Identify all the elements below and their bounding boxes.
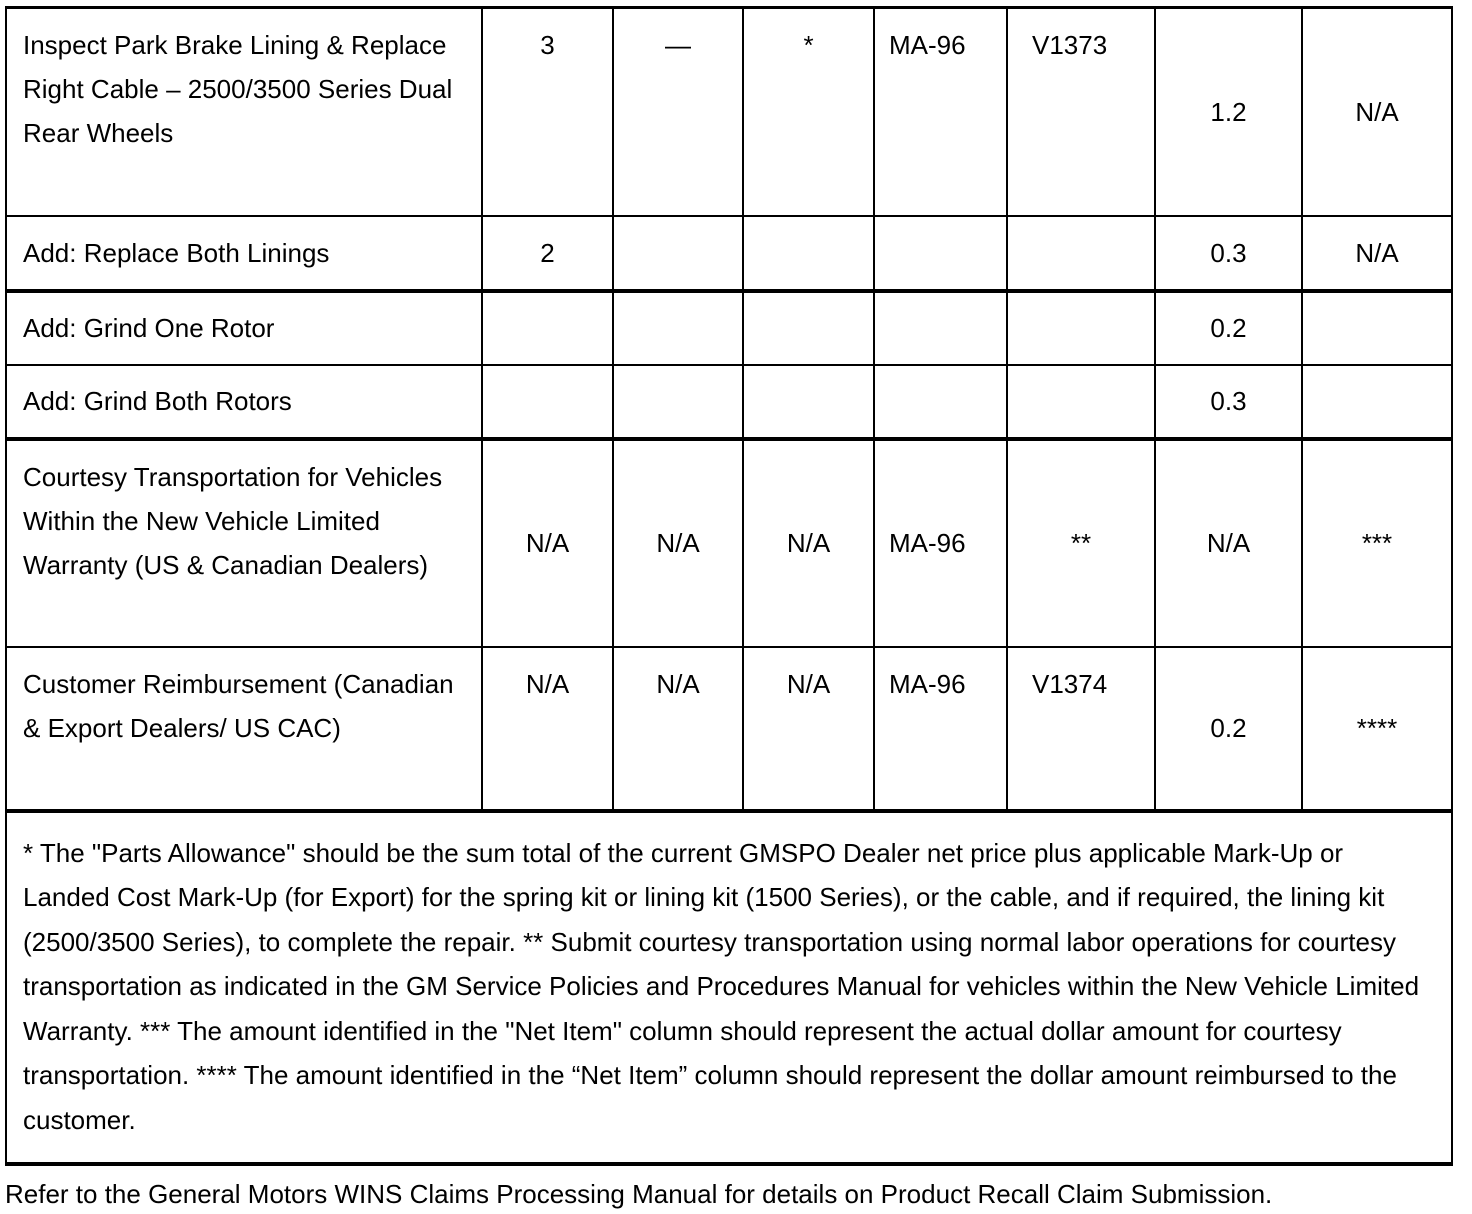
cell-c4: MA-96 — [874, 439, 1007, 647]
cell-c2: N/A — [613, 439, 743, 647]
cell-c4 — [874, 291, 1007, 365]
cell-c5 — [1007, 216, 1155, 291]
cell-c6: 0.3 — [1155, 216, 1302, 291]
cell-c1: 3 — [482, 8, 613, 216]
cell-c5: ** — [1007, 439, 1155, 647]
cell-c7: N/A — [1302, 8, 1452, 216]
cell-c1: 2 — [482, 216, 613, 291]
cell-c4: MA-96 — [874, 8, 1007, 216]
cell-c1: N/A — [482, 647, 613, 811]
table-row — [6, 365, 1452, 439]
notes-row — [6, 811, 1452, 1165]
cell-c3 — [743, 291, 874, 365]
table-row — [6, 8, 1452, 216]
cell-c1 — [482, 365, 613, 439]
table-row — [6, 291, 1452, 365]
cell-c5: V1373 — [1007, 8, 1155, 216]
cell-c5 — [1007, 291, 1155, 365]
claim-submission-note: Refer to the General Motors WINS Claims Processing Manual for details on Product Recall Claim Submission. — [5, 1179, 1273, 1209]
cell-c7: *** — [1302, 439, 1452, 647]
table-row — [6, 647, 1452, 811]
cell-c3: * — [743, 8, 874, 216]
cell-c1: N/A — [482, 439, 613, 647]
table-row — [6, 216, 1452, 291]
cell-c6: 0.2 — [1155, 291, 1302, 365]
cell-c7 — [1302, 291, 1452, 365]
cell-c1 — [482, 291, 613, 365]
cell-c6: 0.2 — [1155, 647, 1302, 811]
cell-c2 — [613, 216, 743, 291]
cell-c3: N/A — [743, 439, 874, 647]
row-description: Add: Replace Both Linings — [6, 216, 482, 291]
labor-operations-table — [5, 6, 1453, 1166]
table-row — [6, 439, 1452, 647]
row-description: Inspect Park Brake Lining & Replace Right Cable – 2500/3500 Series Dual Rear Wheels — [6, 8, 482, 216]
cell-c2 — [613, 291, 743, 365]
cell-c2 — [613, 365, 743, 439]
row-description: Courtesy Transportation for Vehicles Within the New Vehicle Limited Warranty (US & Canadian Dealers) — [6, 439, 482, 647]
cell-c7 — [1302, 365, 1452, 439]
cell-c5 — [1007, 365, 1155, 439]
cell-c4: MA-96 — [874, 647, 1007, 811]
cell-c4 — [874, 365, 1007, 439]
cell-c2: N/A — [613, 647, 743, 811]
cell-c6: 1.2 — [1155, 8, 1302, 216]
cell-c5: V1374 — [1007, 647, 1155, 811]
cell-c2: — — [613, 8, 743, 216]
cell-c6: 0.3 — [1155, 365, 1302, 439]
cell-c4 — [874, 216, 1007, 291]
cell-c3 — [743, 365, 874, 439]
footnotes-text: * The "Parts Allowance" should be the sum total of the current GMSPO Dealer net price plus applicable Mark-Up or Landed Cost Mark-Up (for Export) for the spring kit or lining kit (1500 Series), or the cable, and if required, the lining kit (2500/3500 Series), to complete the repair. ** Submit courtesy transportation using normal labor operations for courtesy transportation as indicated in the GM Service Policies and Procedures Manual for vehicles within the New Vehicle Limited Warranty. *** The amount identified in the "Net Item" column should represent the actual dollar amount for courtesy transportation. **** The amount identified in the “Net Item” column should represent the dollar amount reimbursed to the customer. — [6, 811, 1452, 1165]
row-description: Customer Reimbursement (Canadian & Export Dealers/ US CAC) — [6, 647, 482, 811]
cell-c3: N/A — [743, 647, 874, 811]
cell-c6: N/A — [1155, 439, 1302, 647]
cell-c7: N/A — [1302, 216, 1452, 291]
cell-c3 — [743, 216, 874, 291]
row-description: Add: Grind One Rotor — [6, 291, 482, 365]
row-description: Add: Grind Both Rotors — [6, 365, 482, 439]
cell-c7: **** — [1302, 647, 1452, 811]
